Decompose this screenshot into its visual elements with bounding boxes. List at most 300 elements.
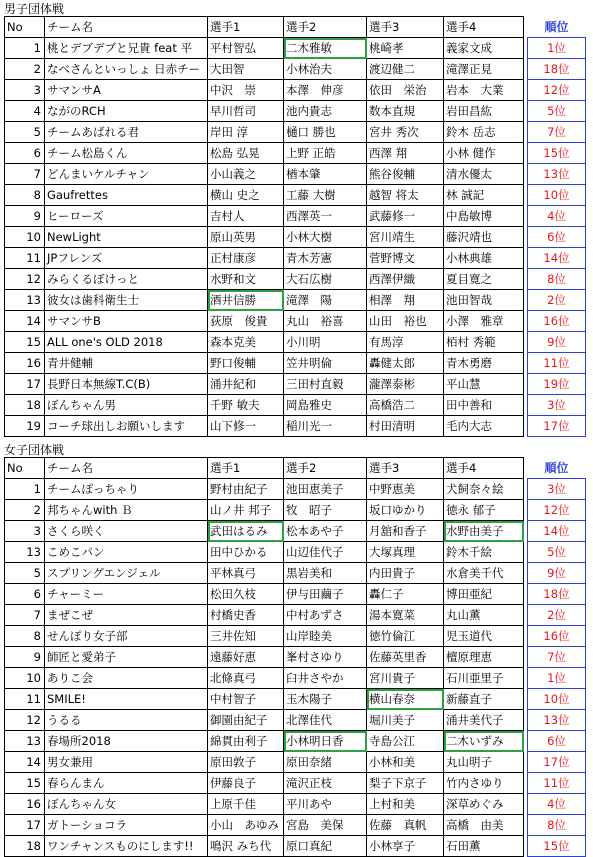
team-name: NewLight bbox=[45, 227, 208, 248]
player-4: 平山慧 bbox=[444, 374, 524, 395]
team-number: 6 bbox=[5, 584, 45, 605]
player-4: 夏目寛之 bbox=[444, 269, 524, 290]
player-2: 小林治夫 bbox=[284, 59, 367, 80]
player-1: 早川哲司 bbox=[208, 101, 284, 122]
player-2: 峯村さゆり bbox=[284, 647, 367, 668]
player-1: 平林真弓 bbox=[208, 563, 284, 584]
table-row bbox=[5, 500, 586, 521]
player-2: 岡島雅史 bbox=[284, 395, 367, 416]
rank-cell: 15位 bbox=[528, 143, 586, 164]
player-4: 石川亜里子 bbox=[444, 668, 524, 689]
table-row bbox=[5, 374, 586, 395]
team-number: 13 bbox=[5, 731, 45, 752]
team-number: 13 bbox=[5, 542, 45, 563]
team-name: さくら咲く bbox=[45, 521, 208, 542]
player-1: 御園由紀子 bbox=[208, 710, 284, 731]
player-1: 山ノ井 邦子 bbox=[208, 500, 284, 521]
player-4: 滝澤正見 bbox=[444, 59, 524, 80]
player-2: 楢本肇 bbox=[284, 164, 367, 185]
player-2: 中村あずさ bbox=[284, 605, 367, 626]
player-1: 綿貫由利子 bbox=[208, 731, 284, 752]
player-1: 森本克美 bbox=[208, 332, 284, 353]
team-number: 1 bbox=[5, 38, 45, 59]
player-3: 梨子下京子 bbox=[367, 773, 444, 794]
table-row bbox=[5, 416, 586, 437]
player-2: 伊与田繭子 bbox=[284, 584, 367, 605]
women-table-body bbox=[5, 458, 586, 857]
player-2: 原田奈緒 bbox=[284, 752, 367, 773]
rank-cell: 1位 bbox=[528, 668, 586, 689]
player-3: 西澤伊織 bbox=[367, 269, 444, 290]
player-3: 村田清明 bbox=[367, 416, 444, 437]
table-row bbox=[5, 101, 586, 122]
player-1: 正村康彦 bbox=[208, 248, 284, 269]
player-3: 有馬淳 bbox=[367, 332, 444, 353]
player-1: 涌井紀和 bbox=[208, 374, 284, 395]
player-2: 原口真紀 bbox=[284, 836, 367, 857]
player-4: 毛内大志 bbox=[444, 416, 524, 437]
rank-cell: 5位 bbox=[528, 542, 586, 563]
player-4: 犬飼奈々絵 bbox=[444, 479, 524, 500]
team-name: ALL one's OLD 2018 bbox=[45, 332, 208, 353]
header-player3: 選手3 bbox=[367, 458, 444, 479]
rank-cell: 3位 bbox=[528, 395, 586, 416]
player-1: 横山 史之 bbox=[208, 185, 284, 206]
player-4: 田中善和 bbox=[444, 395, 524, 416]
team-name: みらくるぼけっと bbox=[45, 269, 208, 290]
player-4: 中島敏博 bbox=[444, 206, 524, 227]
rank-cell: 4位 bbox=[528, 206, 586, 227]
player-1: 吉村人 bbox=[208, 206, 284, 227]
player-3: 中野恵美 bbox=[367, 479, 444, 500]
player-1: 中沢 崇 bbox=[208, 80, 284, 101]
player-2: 小林大樹 bbox=[284, 227, 367, 248]
player-2: 二木雅敏 bbox=[284, 38, 367, 59]
player-4: 丸山明子 bbox=[444, 752, 524, 773]
player-3: 相澤 翔 bbox=[367, 290, 444, 311]
team-name: こめこパン bbox=[45, 542, 208, 563]
team-number: 18 bbox=[5, 836, 45, 857]
player-2: 滝沢正枝 bbox=[284, 773, 367, 794]
rank-cell: 4位 bbox=[528, 794, 586, 815]
table-row bbox=[5, 227, 586, 248]
rank-cell: 3位 bbox=[528, 479, 586, 500]
player-1: 原田敦子 bbox=[208, 752, 284, 773]
player-3: 轟健太郎 bbox=[367, 353, 444, 374]
team-number: 17 bbox=[5, 815, 45, 836]
table-row bbox=[5, 689, 586, 710]
rank-cell: 14位 bbox=[528, 248, 586, 269]
player-1: 武田はるみ bbox=[208, 521, 284, 542]
team-number: 7 bbox=[5, 605, 45, 626]
player-3: 菅野博文 bbox=[367, 248, 444, 269]
player-4: 鈴木千絵 bbox=[444, 542, 524, 563]
team-name: サマンサA bbox=[45, 80, 208, 101]
team-name: 師匠と愛弟子 bbox=[45, 647, 208, 668]
table-row bbox=[5, 353, 586, 374]
header-row bbox=[5, 458, 586, 479]
team-number: 2 bbox=[5, 59, 45, 80]
rank-cell: 2位 bbox=[528, 605, 586, 626]
women-section-title: 女子団体戦 bbox=[4, 443, 65, 457]
player-4: 池田智哉 bbox=[444, 290, 524, 311]
player-3: 大塚真理 bbox=[367, 542, 444, 563]
player-3: 佐藤 真帆 bbox=[367, 815, 444, 836]
team-name: ながのRCH bbox=[45, 101, 208, 122]
team-name: ヒーローズ bbox=[45, 206, 208, 227]
table-row bbox=[5, 311, 586, 332]
player-1: 野村由紀子 bbox=[208, 479, 284, 500]
team-name: ぼんちゃん男 bbox=[45, 395, 208, 416]
table-row bbox=[5, 206, 586, 227]
player-1: 小山 あゆみ bbox=[208, 815, 284, 836]
header-row bbox=[5, 17, 586, 38]
team-number: 4 bbox=[5, 101, 45, 122]
team-number: 3 bbox=[5, 521, 45, 542]
header-player2: 選手2 bbox=[284, 458, 367, 479]
table-row bbox=[5, 59, 586, 80]
team-name: 青井健輔 bbox=[45, 353, 208, 374]
player-3: 宮井 秀次 bbox=[367, 122, 444, 143]
team-name: サマンサB bbox=[45, 311, 208, 332]
player-1: 遠藤好恵 bbox=[208, 647, 284, 668]
team-name: チーム松島くん bbox=[45, 143, 208, 164]
player-1: 酒井信勝 bbox=[208, 290, 284, 311]
player-2: 北澤佳代 bbox=[284, 710, 367, 731]
player-3: 渡辺健二 bbox=[367, 59, 444, 80]
team-number: 12 bbox=[5, 269, 45, 290]
table-row bbox=[5, 479, 586, 500]
men-table-body bbox=[5, 17, 586, 437]
women-table bbox=[4, 457, 586, 857]
header-player1: 選手1 bbox=[208, 17, 284, 38]
player-4: 義家文成 bbox=[444, 38, 524, 59]
player-1: 原山英男 bbox=[208, 227, 284, 248]
header-player4: 選手4 bbox=[444, 17, 524, 38]
player-3: 堀川美子 bbox=[367, 710, 444, 731]
player-3: 武藤修一 bbox=[367, 206, 444, 227]
rank-cell: 7位 bbox=[528, 122, 586, 143]
player-4: 水倉美千代 bbox=[444, 563, 524, 584]
team-number: 11 bbox=[5, 248, 45, 269]
player-1: 大田智 bbox=[208, 59, 284, 80]
table-row bbox=[5, 647, 586, 668]
player-4: 小林 健作 bbox=[444, 143, 524, 164]
player-4: 深草めぐみ bbox=[444, 794, 524, 815]
rank-cell: 1位 bbox=[528, 38, 586, 59]
player-4: 児玉道代 bbox=[444, 626, 524, 647]
player-1: 三井佐知 bbox=[208, 626, 284, 647]
table-row bbox=[5, 563, 586, 584]
player-2: 小林明日香 bbox=[284, 731, 367, 752]
team-number: 8 bbox=[5, 626, 45, 647]
header-no: No bbox=[5, 458, 45, 479]
player-4: 林 誠記 bbox=[444, 185, 524, 206]
player-4: 二木いずみ bbox=[444, 731, 524, 752]
player-3: 内田貴子 bbox=[367, 563, 444, 584]
player-2: 西澤英一 bbox=[284, 206, 367, 227]
team-name: なべさんといっしょ 日赤チー bbox=[45, 59, 208, 80]
team-name: 春場所2018 bbox=[45, 731, 208, 752]
player-1: 水野和文 bbox=[208, 269, 284, 290]
header-team: チーム名 bbox=[45, 458, 208, 479]
player-1: 松島 弘晃 bbox=[208, 143, 284, 164]
table-row bbox=[5, 836, 586, 857]
player-2: 笠井明倫 bbox=[284, 353, 367, 374]
player-3: 寺島公江 bbox=[367, 731, 444, 752]
team-name: Gaufrettes bbox=[45, 185, 208, 206]
player-4: 青木勇磨 bbox=[444, 353, 524, 374]
team-name: チームぽっちゃり bbox=[45, 479, 208, 500]
team-name: ぼんちゃん女 bbox=[45, 794, 208, 815]
rank-cell: 12位 bbox=[528, 80, 586, 101]
player-3: 瀧澤泰彬 bbox=[367, 374, 444, 395]
rank-cell: 7位 bbox=[528, 647, 586, 668]
team-number: 14 bbox=[5, 752, 45, 773]
player-3: 徳竹倫江 bbox=[367, 626, 444, 647]
player-2: 山辺佳代子 bbox=[284, 542, 367, 563]
team-name: 男女兼用 bbox=[45, 752, 208, 773]
rank-cell: 13位 bbox=[528, 164, 586, 185]
header-player4: 選手4 bbox=[444, 458, 524, 479]
table-row bbox=[5, 626, 586, 647]
player-4: 丸山薫 bbox=[444, 605, 524, 626]
header-no: No bbox=[5, 17, 45, 38]
player-4: 小澤 雅章 bbox=[444, 311, 524, 332]
rank-cell: 8位 bbox=[528, 269, 586, 290]
rank-cell: 6位 bbox=[528, 227, 586, 248]
player-4: 岩本 大業 bbox=[444, 80, 524, 101]
team-name: 春らんまん bbox=[45, 773, 208, 794]
team-name: どんまいケルチャン bbox=[45, 164, 208, 185]
table-row bbox=[5, 290, 586, 311]
player-1: 鳴沢 みち代 bbox=[208, 836, 284, 857]
rank-cell: 19位 bbox=[528, 374, 586, 395]
player-4: 檀原理恵 bbox=[444, 647, 524, 668]
player-1: 岸田 淳 bbox=[208, 122, 284, 143]
team-number: 16 bbox=[5, 794, 45, 815]
rank-cell: 2位 bbox=[528, 290, 586, 311]
rank-cell: 16位 bbox=[528, 626, 586, 647]
header-player1: 選手1 bbox=[208, 458, 284, 479]
table-row bbox=[5, 710, 586, 731]
team-number: 7 bbox=[5, 164, 45, 185]
team-name: コーチ球出しお願いします bbox=[45, 416, 208, 437]
player-4: 清水優太 bbox=[444, 164, 524, 185]
table-row bbox=[5, 248, 586, 269]
player-2: 宮島 美保 bbox=[284, 815, 367, 836]
player-4: 藤沢靖也 bbox=[444, 227, 524, 248]
player-2: 青木芳憲 bbox=[284, 248, 367, 269]
table-row bbox=[5, 164, 586, 185]
player-2: 黒岩美和 bbox=[284, 563, 367, 584]
rank-cell: 10位 bbox=[528, 689, 586, 710]
player-2: 池田恵美子 bbox=[284, 479, 367, 500]
player-2: 池内貴志 bbox=[284, 101, 367, 122]
player-2: 小川明 bbox=[284, 332, 367, 353]
team-name: うるる bbox=[45, 710, 208, 731]
player-4: 鈴木 岳志 bbox=[444, 122, 524, 143]
team-number: 14 bbox=[5, 311, 45, 332]
player-3: 桃崎孝 bbox=[367, 38, 444, 59]
table-row bbox=[5, 38, 586, 59]
player-2: 樋口 勝也 bbox=[284, 122, 367, 143]
table-row bbox=[5, 185, 586, 206]
player-1: 村橋史香 bbox=[208, 605, 284, 626]
table-row bbox=[5, 80, 586, 101]
player-2: 上野 正皓 bbox=[284, 143, 367, 164]
player-3: 高橋浩二 bbox=[367, 395, 444, 416]
player-2: 平川あや bbox=[284, 794, 367, 815]
team-number: 6 bbox=[5, 143, 45, 164]
player-3: 依田 栄治 bbox=[367, 80, 444, 101]
header-rank: 順位 bbox=[544, 460, 569, 475]
rank-cell: 11位 bbox=[528, 773, 586, 794]
rank-cell: 13位 bbox=[528, 710, 586, 731]
player-1: 田中ひかる bbox=[208, 542, 284, 563]
rank-cell: 18位 bbox=[528, 59, 586, 80]
player-1: 松田久枝 bbox=[208, 584, 284, 605]
player-1: 平村智弘 bbox=[208, 38, 284, 59]
team-number: 18 bbox=[5, 395, 45, 416]
team-number: 16 bbox=[5, 353, 45, 374]
team-name: 邦ちゃんwith Ｂ bbox=[45, 500, 208, 521]
team-name: SMILE! bbox=[45, 689, 208, 710]
team-name: ワンチャンスものにします!! bbox=[45, 836, 208, 857]
header-player2: 選手2 bbox=[284, 17, 367, 38]
player-4: 水野由美子 bbox=[444, 521, 524, 542]
player-3: 月舘和香子 bbox=[367, 521, 444, 542]
player-4: 新藤直子 bbox=[444, 689, 524, 710]
team-number: 3 bbox=[5, 80, 45, 101]
player-1: 小山義之 bbox=[208, 164, 284, 185]
table-row bbox=[5, 731, 586, 752]
team-name: ありこ会 bbox=[45, 668, 208, 689]
team-number: 13 bbox=[5, 290, 45, 311]
table-row bbox=[5, 815, 586, 836]
player-2: 三田村直毅 bbox=[284, 374, 367, 395]
player-2: 臼井さやか bbox=[284, 668, 367, 689]
team-name: チャーミー bbox=[45, 584, 208, 605]
team-name: 彼女は歯科衛生士 bbox=[45, 290, 208, 311]
rank-cell: 12位 bbox=[528, 500, 586, 521]
rank-cell: 14位 bbox=[528, 521, 586, 542]
player-3: 山田 裕也 bbox=[367, 311, 444, 332]
table-row bbox=[5, 605, 586, 626]
player-2: 稲川光一 bbox=[284, 416, 367, 437]
table-row bbox=[5, 395, 586, 416]
team-number: 9 bbox=[5, 206, 45, 227]
rank-cell: 11位 bbox=[528, 353, 586, 374]
team-name: せんぽり女子部 bbox=[45, 626, 208, 647]
player-1: 中村智子 bbox=[208, 689, 284, 710]
team-name: チームあばれる君 bbox=[45, 122, 208, 143]
player-2: 滝澤 陽 bbox=[284, 290, 367, 311]
rank-cell: 5位 bbox=[528, 101, 586, 122]
rank-cell: 15位 bbox=[528, 836, 586, 857]
rank-cell: 17位 bbox=[528, 416, 586, 437]
player-3: 小林享子 bbox=[367, 836, 444, 857]
rank-cell: 16位 bbox=[528, 311, 586, 332]
player-4: 高橋 由美 bbox=[444, 815, 524, 836]
player-3: 上村和美 bbox=[367, 794, 444, 815]
team-number: 8 bbox=[5, 185, 45, 206]
team-number: 2 bbox=[5, 500, 45, 521]
table-row bbox=[5, 122, 586, 143]
player-3: 小林和美 bbox=[367, 752, 444, 773]
team-number: 15 bbox=[5, 773, 45, 794]
team-number: 9 bbox=[5, 647, 45, 668]
player-2: 大石広樹 bbox=[284, 269, 367, 290]
team-number: 10 bbox=[5, 668, 45, 689]
player-3: 坂口ゆかり bbox=[367, 500, 444, 521]
team-number: 19 bbox=[5, 416, 45, 437]
player-3: 佐藤英里香 bbox=[367, 647, 444, 668]
men-table bbox=[4, 16, 586, 437]
player-3: 熊谷俊輔 bbox=[367, 164, 444, 185]
rank-cell: 9位 bbox=[528, 332, 586, 353]
table-row bbox=[5, 521, 586, 542]
table-row bbox=[5, 542, 586, 563]
table-row bbox=[5, 269, 586, 290]
table-row bbox=[5, 143, 586, 164]
player-2: 工藤 大樹 bbox=[284, 185, 367, 206]
team-name: JPフレンズ bbox=[45, 248, 208, 269]
player-3: 越智 将太 bbox=[367, 185, 444, 206]
table-row bbox=[5, 584, 586, 605]
rank-cell: 6位 bbox=[528, 731, 586, 752]
player-2: 本澤 伸彦 bbox=[284, 80, 367, 101]
player-3: 湯本寛菜 bbox=[367, 605, 444, 626]
player-2: 丸山 裕喜 bbox=[284, 311, 367, 332]
player-1: 野口俊輔 bbox=[208, 353, 284, 374]
player-3: 宮川貴子 bbox=[367, 668, 444, 689]
player-2: 玉木陽子 bbox=[284, 689, 367, 710]
header-rank: 順位 bbox=[544, 19, 569, 34]
player-3: 西澤 翔 bbox=[367, 143, 444, 164]
player-4: 小林典雄 bbox=[444, 248, 524, 269]
men-section-title: 男子団体戦 bbox=[4, 2, 65, 16]
player-4: 竹内さゆり bbox=[444, 773, 524, 794]
player-1: 北條真弓 bbox=[208, 668, 284, 689]
team-number: 10 bbox=[5, 227, 45, 248]
rank-cell: 17位 bbox=[528, 752, 586, 773]
player-2: 山岸睦美 bbox=[284, 626, 367, 647]
rank-cell: 10位 bbox=[528, 185, 586, 206]
table-row bbox=[5, 332, 586, 353]
player-3: 横山春奈 bbox=[367, 689, 444, 710]
player-1: 千野 敏夫 bbox=[208, 395, 284, 416]
player-2: 牧 昭子 bbox=[284, 500, 367, 521]
team-number: 1 bbox=[5, 479, 45, 500]
team-number: 5 bbox=[5, 122, 45, 143]
player-1: 荻原 俊貴 bbox=[208, 311, 284, 332]
player-4: 石田薫 bbox=[444, 836, 524, 857]
player-4: 栢村 秀範 bbox=[444, 332, 524, 353]
team-name: ガトーショコラ bbox=[45, 815, 208, 836]
team-number: 17 bbox=[5, 374, 45, 395]
player-3: 数本直規 bbox=[367, 101, 444, 122]
player-1: 山下修一 bbox=[208, 416, 284, 437]
team-number: 5 bbox=[5, 563, 45, 584]
player-4: 涌井美代子 bbox=[444, 710, 524, 731]
team-name: まぜこぜ bbox=[45, 605, 208, 626]
team-number: 15 bbox=[5, 332, 45, 353]
team-name: スプリングエンジェル bbox=[45, 563, 208, 584]
rank-cell: 18位 bbox=[528, 584, 586, 605]
team-name: 長野日本無線T.C(B) bbox=[45, 374, 208, 395]
player-2: 松本あや子 bbox=[284, 521, 367, 542]
